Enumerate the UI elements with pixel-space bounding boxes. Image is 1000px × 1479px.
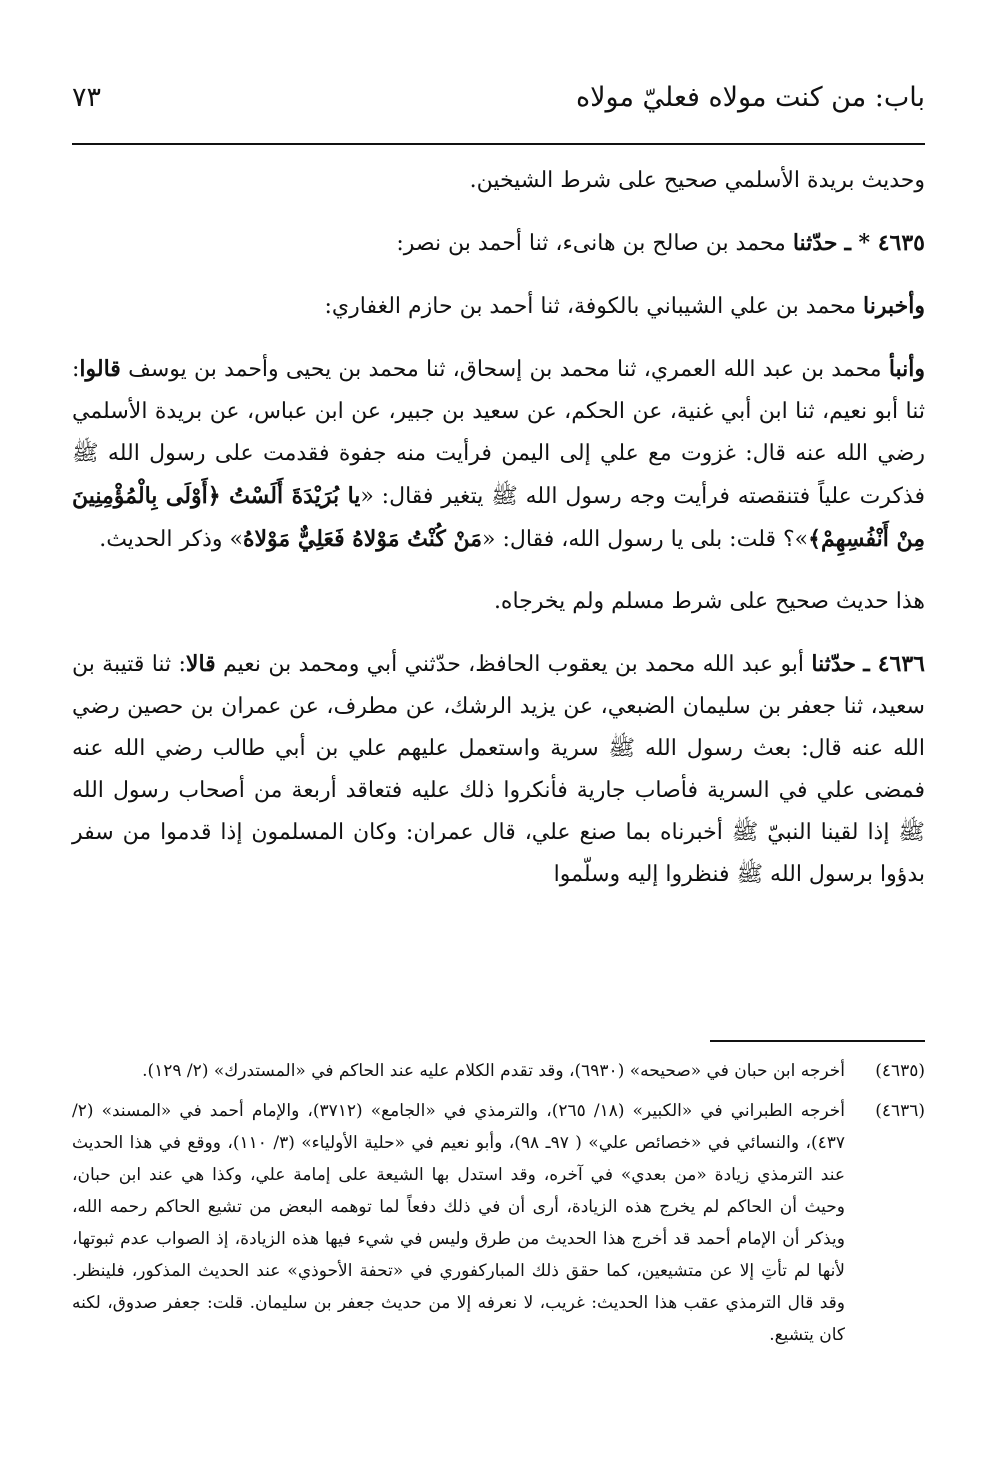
hadith-number-4635: ٤٦٣٥ * ـ — [844, 230, 925, 256]
prophetic-quote: مَنْ كُنْتُ مَوْلاهُ فَعَلِيٌّ مَوْلاهُ — [242, 526, 483, 552]
hadith-number-4636: ٤٦٣٦ ـ — [863, 651, 925, 677]
hadith-text: : ثنا قتيبة بن سعيد، ثنا جعفر بن سليمان الضبعي، عن يزيد الرشك، عن مطرف، عن عمران بن حصين رضي الله عنه قال: بعث رسول الله ﷺ سرية واستعمل عليهم علي بن أبي طالب رضي الله عنه فمضى علي في السرية فأصاب جارية فأنكروا ذلك عليه فتعاقد أربعة من أصحاب رسول الله ﷺ إذا لقينا النبيّ ﷺ أخبرناه بما صنع علي، قال عمران: وكان المسلمون إذا قدموا من سفر بدؤوا برسول الله ﷺ فنظروا إليه وسلّموا — [72, 652, 925, 887]
hadith-4635-chain-2 — [72, 285, 925, 328]
hadith-text: »؟ قلت: بلى يا رسول الله، فقال: « — [482, 527, 809, 552]
narration-keyword: قالا — [185, 651, 216, 677]
paragraph-buraydah-grading: وحديث بريدة الأسلمي صحيح على شرط الشيخين. — [469, 168, 925, 193]
hadith-4635-grading: هذا حديث صحيح على شرط مسلم ولم يخرجاه. — [493, 589, 925, 614]
chain-text: محمد بن صالح بن هانىء، ثنا أحمد بن نصر: — [396, 231, 786, 256]
prophetic-quote: يا بُرَيْدَةَ أَلَسْتُ ﴿أَوْلَى بِالْمُؤْمِنِينَ مِنْ أَنْفُسِهِمْ﴾ — [72, 483, 925, 552]
narration-keyword: قالوا — [79, 356, 121, 382]
page-header — [72, 82, 925, 113]
footnote-number: (٤٦٣٦) — [875, 1101, 925, 1121]
header-rule — [72, 143, 925, 145]
page-number: ٧٣ — [72, 82, 102, 113]
hadith-4635-opening — [72, 222, 925, 265]
main-text — [72, 160, 925, 896]
footnotes — [72, 1055, 925, 1359]
footnote-text: أخرجه ابن حبان في «صحيحه» (٦٩٣٠)، وقد تقدم الكلام عليه عند الحاكم في «المستدرك» (٢/ ١٢٩). — [142, 1061, 845, 1081]
narration-keyword: حدّثنا — [811, 651, 856, 677]
footnote-number: (٤٦٣٥) — [875, 1061, 925, 1081]
hadith-text: : ثنا أبو نعيم، ثنا ابن أبي غنية، عن الحكم، عن سعيد بن جبير، عن ابن عباس، عن بريدة الأسلمي رضي الله عنه قال: غزوت مع علي إلى اليمن فرأيت منه جفوة فقدمت على رسول الله ﷺ فذكرت علياً فتنقصته فرأيت وجه رسول الله ﷺ يتغير فقال: « — [72, 357, 925, 509]
chain-text: محمد بن عبد الله العمري، ثنا محمد بن إسحاق، ثنا محمد بن يحيى وأحمد بن يوسف — [128, 357, 882, 382]
footnote-text: أخرجه الطبراني في «الكبير» (١٨/ ٢٦٥)، والترمذي في «الجامع» (٣٧١٢)، والإمام أحمد في «المسند» (٢/ ٤٣٧)، والنسائي في «خصائص علي» ( ٩٧ـ ٩٨)، وأبو نعيم في «حلية الأولياء» (٣/ ١١٠)، ووقع في هذا الحديث عند الترمذي زيادة «من بعدي» في آخره، وقد استدل بها الشيعة على إمامة علي، وكذا هي عند ابن حبان، وحيث أن الحاكم لم يخرج هذه الزيادة، أرى أن في ذلك دفعاً لما توهمه البعض من تشيع الحاكم رحمه الله، ويذكر أن الإمام أحمد قد أخرج هذا الحديث من طرق وليس في شيء فيها هذه الزيادة، إذ الصواب عدم ثبوتها، لأنها لم تأتِ إلا عن متشيعين، كما حقق ذلك المباركفوري في «تحفة الأحوذي» عند الحديث المذكور، فلينظر. وقد قال الترمذي عقب هذا الحديث: غريب، لا نعرفه إلا من حديث جعفر بن سليمان. قلت: جعفر صدوق، لكنه كان يتشيع. — [72, 1101, 846, 1345]
hadith-4635-chain-3 — [72, 348, 925, 561]
footnote-rule — [710, 1040, 925, 1042]
footnote-4636 — [72, 1095, 925, 1351]
chain-text: أبو عبد الله محمد بن يعقوب الحافظ، حدّثني أبي ومحمد بن نعيم — [223, 652, 805, 677]
narration-keyword: حدّثنا — [792, 230, 838, 256]
chapter-title: باب: من كنت مولاه فعليّ مولاه — [576, 82, 925, 113]
narration-keyword: وأنبأ — [888, 356, 926, 382]
chain-text: محمد بن علي الشيباني بالكوفة، ثنا أحمد بن حازم الغفاري: — [324, 294, 857, 319]
hadith-4636 — [72, 643, 925, 896]
footnote-4635 — [72, 1055, 925, 1087]
narration-keyword: وأخبرنا — [863, 293, 925, 319]
hadith-text: » وذكر الحديث. — [99, 527, 243, 552]
